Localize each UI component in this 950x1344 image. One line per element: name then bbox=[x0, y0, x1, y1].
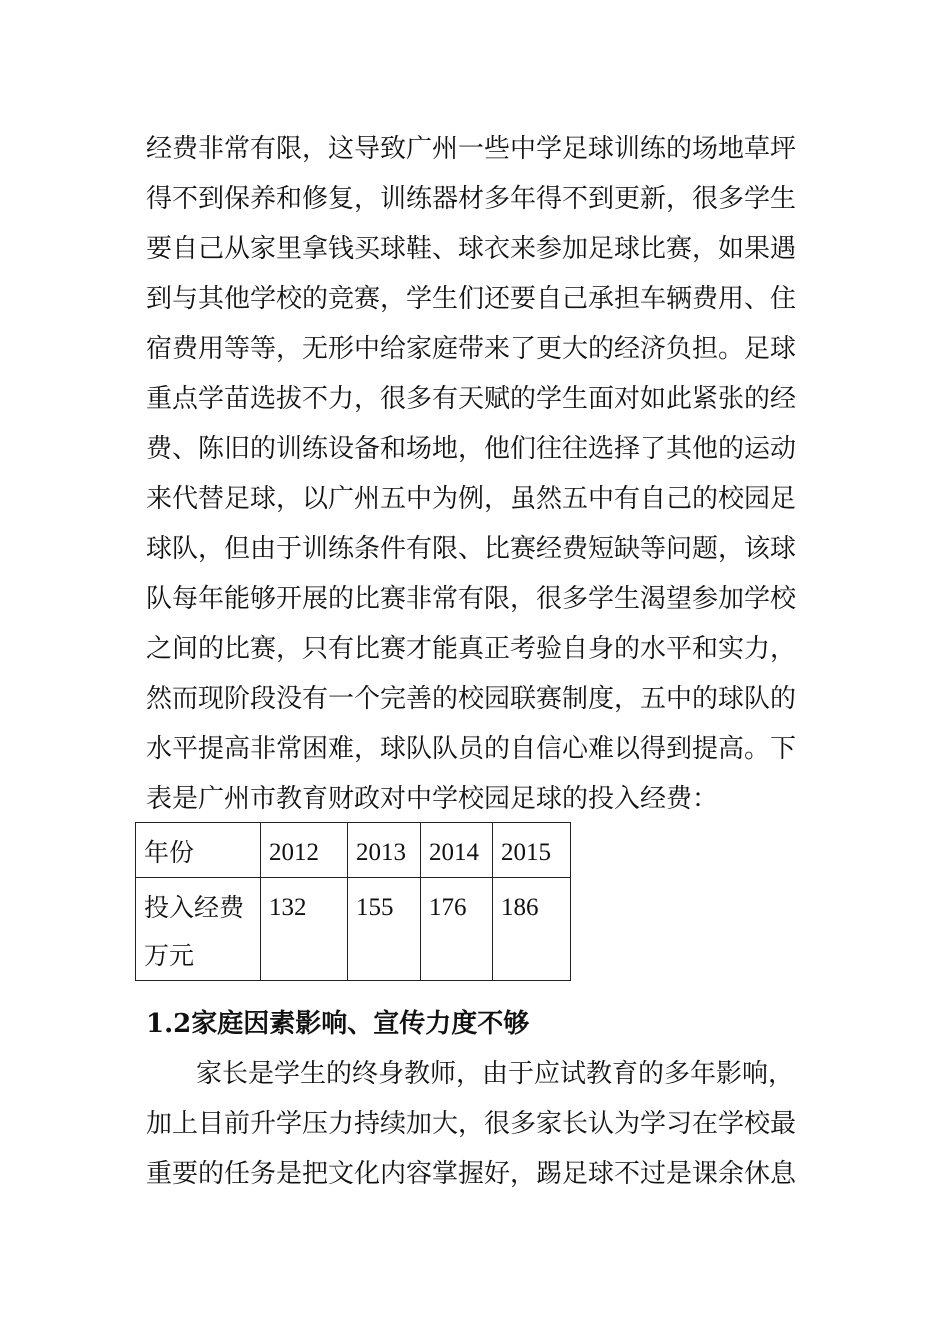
text-line: 得不到保养和修复，训练器材多年得不到更新，很多学生 bbox=[146, 184, 797, 214]
text-line: 队每年能够开展的比赛非常有限，很多学生渴望参加学校 bbox=[146, 584, 797, 614]
table-cell: 176 bbox=[421, 878, 493, 981]
text-line: 家长是学生的终身教师，由于应试教育的多年影响， bbox=[196, 1059, 795, 1089]
text-line: 然而现阶段没有一个完善的校园联赛制度，五中的球队的 bbox=[146, 684, 797, 714]
text-line: 经费非常有限，这导致广州一些中学足球训练的场地草坪 bbox=[146, 134, 797, 164]
table-cell: 155 bbox=[348, 878, 421, 981]
text-line: 重要的任务是把文化内容掌握好，踢足球不过是课余休息 bbox=[146, 1159, 797, 1189]
table-cell: 2013 bbox=[348, 823, 421, 878]
table-row bbox=[136, 878, 571, 981]
text-line: 费、陈旧的训练设备和场地，他们往往选择了其他的运动 bbox=[146, 434, 797, 464]
text-line: 到与其他学校的竞赛，学生们还要自己承担车辆费用、住 bbox=[146, 284, 797, 314]
text-line: 加上目前升学压力持续加大，很多家长认为学习在学校最 bbox=[146, 1109, 797, 1139]
text-line: 要自己从家里拿钱买球鞋、球衣来参加足球比赛，如果遇 bbox=[146, 234, 797, 264]
table-cell: 2015 bbox=[493, 823, 571, 878]
row-label-line: 投入经费 bbox=[144, 893, 245, 922]
table-cell: 2014 bbox=[421, 823, 493, 878]
funding-table bbox=[135, 822, 571, 981]
text-line: 宿费用等等，无形中给家庭带来了更大的经济负担。足球 bbox=[146, 334, 797, 364]
text-line: 水平提高非常困难，球队队员的自信心难以得到提高。下 bbox=[146, 734, 797, 764]
table-cell bbox=[136, 878, 261, 981]
table-cell: 2012 bbox=[261, 823, 348, 878]
table-header-row bbox=[136, 823, 571, 878]
table-cell: 132 bbox=[261, 878, 348, 981]
text-line: 之间的比赛，只有比赛才能真正考验自身的水平和实力， bbox=[146, 634, 797, 664]
text-line: 球队，但由于训练条件有限、比赛经费短缺等问题，该球 bbox=[146, 534, 797, 564]
text-line: 重点学苗选拔不力，很多有天赋的学生面对如此紧张的经 bbox=[146, 384, 797, 414]
section-heading: 1.2家庭因素影响、宣传力度不够 bbox=[146, 1009, 530, 1039]
row-label-line: 万元 bbox=[144, 941, 195, 970]
table-cell: 年份 bbox=[136, 823, 261, 878]
text-line: 表是广州市教育财政对中学校园足球的投入经费： bbox=[146, 784, 719, 814]
table-cell: 186 bbox=[493, 878, 571, 981]
text-line: 来代替足球，以广州五中为例，虽然五中有自己的校园足 bbox=[146, 484, 797, 514]
